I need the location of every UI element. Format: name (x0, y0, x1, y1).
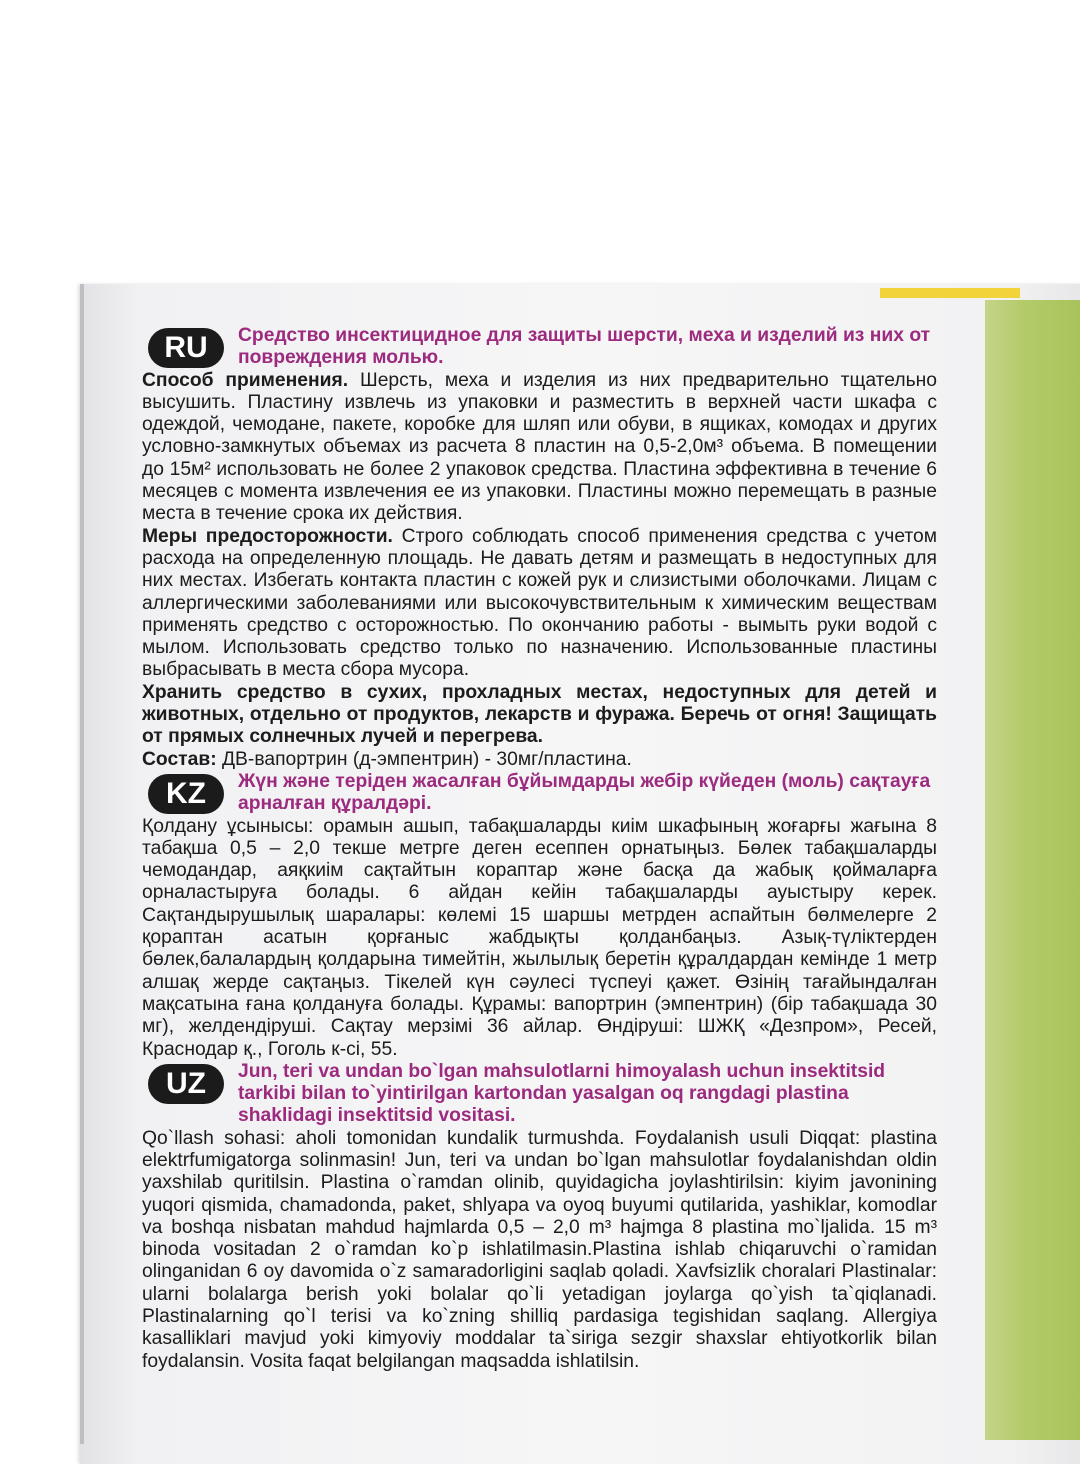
ru-precautions-label: Меры предосторожности. (142, 525, 393, 547)
ru-composition-paragraph (142, 749, 937, 771)
package-green-side (985, 300, 1080, 1440)
package-yellow-strip (880, 288, 1020, 298)
uz-language-badge: UZ (148, 1064, 224, 1104)
ru-composition-label: Состав: (142, 748, 217, 770)
kz-section-header (148, 771, 937, 816)
ru-storage-text: Хранить средство в сухих, прохладных местах, недоступных для детей и животных, отдельно от продуктов, лекарств и фуража. Беречь от огня! Защищать от прямых солнечных лучей и перегрева. (142, 681, 937, 748)
ru-precautions-text: Строго соблюдать способ применения средства с учетом расхода на определенную площадь. Не давать детям и размещать в недоступных для них местах. Избегать контакта пластин с кожей рук и слизистыми оболочками. Лицам с аллергическими заболеваниями или высокочувствительным к химическим веществам применять средство с осторожностью. По окончанию работы - вымыть руки водой с мылом. Использовать средство только по назначению. Использованные пластины выбрасывать в места сбора мусора. (142, 525, 937, 681)
kz-product-title: Жүн және теріден жасалған бұйымдарды жебір күйеден (моль) сақтауға арналған құралдәрі. (238, 770, 931, 815)
ru-precautions-paragraph (142, 526, 937, 682)
uz-section-header (148, 1061, 937, 1128)
ru-usage-paragraph (142, 370, 937, 526)
package-left-edge (80, 284, 84, 1444)
kz-language-badge: KZ (148, 774, 224, 814)
ru-usage-text: Шерсть, меха и изделия из них предварительно тщательно высушить. Пластину извлечь из упаковки и разместить в верхней части шкафа с одеждой, чемодане, пакете, коробке для шляп или обуви, в ящиках, комодах и других условно-замкнутых объемах из расчета 8 пластин на 0,5-2,0м³ объема. В помещении до 15м² использовать не более 2 упаковок средства. Пластина эффективна в течение 6 месяцев с момента извлечения ее из упаковки. Пластины можно перемещать в разные места в течение срока их действия. (142, 369, 938, 525)
kz-body-text: Қолдану ұсынысы: орамын ашып, табақшаларды киім шкафының жоғарғы жағына 8 табақша 0,5 – 2,0 текше метрге деген есеппен орнатыңыз. Бөлек табақшаларды чемодандар, аяқкиім сақтайтын корaптар және басқа да жабық қоймаларға орналастыруға болады. 6 айдан кейін табақшаларды ауыстыру керек. Сақтандырушылық шаралары: көлемі 15 шаршы метрден аспайтын бөлмелерге 2 қораптан асатын қорғаныс жабдықты қолданбаңыз. Азық-түліктерден бөлек,балалардың қолдарына тимейтін, жылылық беретін құралдардан кемінде 1 метр алшақ жерде сақтаңыз. Тікелей күн сәулесі түспеуі қажет. Өзінің тағайындалған мақсатына ғана қолдануға болады. Құрамы: вапортрин (эмпентрин) (бір табақшада 30 мг), желдендіруші. Сақтау мерзімі 36 айлар. Өндіруші: ШЖҚ «Дезпром», Ресей, Краснодар қ., Гоголь к-сі, 55. (142, 815, 937, 1060)
ru-composition-text: ДВ-вапортрин (д-эмпентрин) - 30мг/пластина. (216, 748, 632, 770)
label-text-block (142, 325, 937, 1373)
ru-language-badge: RU (148, 328, 224, 368)
uz-body-text: Qo`llash sohasi: aholi tomonidan kundalik turmushda. Foydalanish usuli Diqqat: plastina elektrfumigatorga solinmasin! Jun, teri va undan bo`lgan mahsulotlar foydalanishdan oldin yaxshilab quritilsin. Plastina o`ramdan olinib, quyidagicha joylashtirilsin: kiyim javonining yuqori qismida, chamadonda, paket, shlyapa va oyoq buyumi qutilarida, yashiklar, komodlar va boshqa nisbatan mahdud hajmlarda 0,5 – 2,0 m³ hajmga 8 plastina mo`ljalida. 15 m³ binoda vositadan 2 o`ramdan ko`p ishlatilmasin.Plastina ishlab chiqaruvchi o`ramidan olinganidan 6 oy davomida o`z samaradorligini saqlab qoladi. Xavfsizlik choralari Plastinalar: ularni bolalarga berish yoki bolalar qo`li yetadigan joylarga qo`yish ta`qiqlanadi. Plastinalarning qo`l terisi va ko`zning shilliq pardasiga tegishidan saqlang. Allergiya kasalliklari mavjud yoki kimyoviy moddalar ta`siriga sezgir shaxslar ehtiyotkorlik bilan foydalansin. Vosita faqat belgilangan maqsadda ishlatilsin. (142, 1127, 937, 1372)
ru-section-header (148, 325, 937, 370)
uz-product-title: Jun, teri va undan bo`lgan mahsulotlarni himoyalash uchun insektitsid tarkibi bilan to`yintirilgan kartondan yasalgan oq rangdagi plastina shaklidagi insektitsid vositasi. (238, 1060, 886, 1127)
ru-usage-label: Способ применения. (142, 369, 349, 391)
ru-product-title: Средство инсектицидное для защиты шерсти, меха и изделий из них от повреждения молью. (238, 325, 931, 369)
